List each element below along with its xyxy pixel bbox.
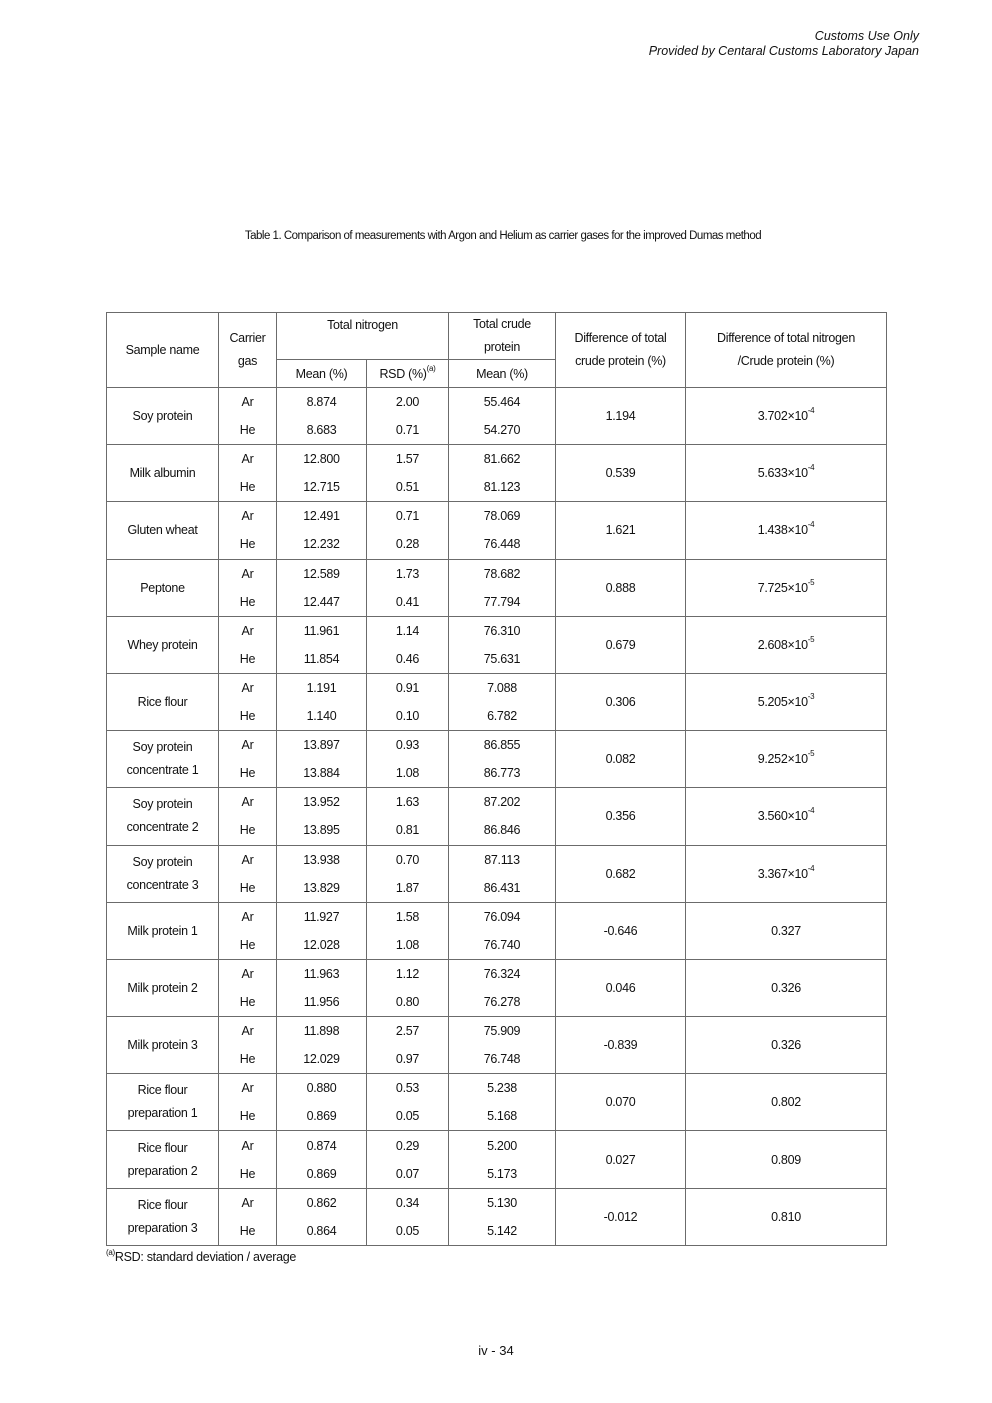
carrier-gas-cell: Ar He bbox=[219, 445, 277, 502]
nitrogen-mean-cell: 1.191 1.140 bbox=[277, 673, 367, 730]
diff-crude-protein-cell: -0.646 bbox=[556, 902, 686, 959]
sample-name-cell: Milk protein 2 bbox=[107, 959, 219, 1016]
rsd-cell: 1.63 0.81 bbox=[367, 788, 449, 845]
header-total-nitrogen: Total nitrogen bbox=[277, 313, 449, 360]
diff-nitrogen-cell: 0.326 bbox=[686, 959, 887, 1016]
carrier-gas-cell: Ar He bbox=[219, 388, 277, 445]
carrier-gas-cell: Ar He bbox=[219, 502, 277, 559]
diff-crude-protein-cell: -0.839 bbox=[556, 1017, 686, 1074]
carrier-gas-cell: Ar He bbox=[219, 673, 277, 730]
table-row bbox=[107, 902, 887, 959]
nitrogen-mean-cell: 11.961 11.854 bbox=[277, 616, 367, 673]
nitrogen-mean-cell: 0.874 0.869 bbox=[277, 1131, 367, 1188]
header-total-crude-protein: Total crude protein bbox=[449, 313, 556, 360]
table-row bbox=[107, 788, 887, 845]
carrier-gas-cell: Ar He bbox=[219, 1131, 277, 1188]
diff-nitrogen-cell: $5.205\times 10^{-3}$ bbox=[686, 673, 887, 730]
diff-crude-protein-cell: 0.356 bbox=[556, 788, 686, 845]
diff-nitrogen-cell: $2.608\times 10^{-5}$ bbox=[686, 616, 887, 673]
table-row bbox=[107, 673, 887, 730]
rsd-cell: 2.00 0.71 bbox=[367, 388, 449, 445]
table-row bbox=[107, 388, 887, 445]
diff-nitrogen-cell: $7.725\times 10^{-5}$ bbox=[686, 559, 887, 616]
header-provided-by: Provided by Centaral Customs Laboratory Japan bbox=[648, 44, 919, 58]
table-row bbox=[107, 1074, 887, 1131]
table-row bbox=[107, 502, 887, 559]
crude-protein-mean-cell: 87.202 86.846 bbox=[449, 788, 556, 845]
diff-nitrogen-cell: 0.810 bbox=[686, 1188, 887, 1245]
crude-protein-mean-cell: 81.662 81.123 bbox=[449, 445, 556, 502]
crude-protein-mean-cell: 78.682 77.794 bbox=[449, 559, 556, 616]
carrier-gas-cell: Ar He bbox=[219, 959, 277, 1016]
diff-nitrogen-cell: 0.809 bbox=[686, 1131, 887, 1188]
sample-name-cell: Milk protein 3 bbox=[107, 1017, 219, 1074]
sample-name-cell: Milk albumin bbox=[107, 445, 219, 502]
rsd-cell: 0.93 1.08 bbox=[367, 731, 449, 788]
rsd-cell: 2.57 0.97 bbox=[367, 1017, 449, 1074]
crude-protein-mean-cell: 76.310 75.631 bbox=[449, 616, 556, 673]
carrier-gas-cell: Ar He bbox=[219, 559, 277, 616]
rsd-cell: 1.58 1.08 bbox=[367, 902, 449, 959]
diff-crude-protein-cell: 0.070 bbox=[556, 1074, 686, 1131]
rsd-cell: 0.34 0.05 bbox=[367, 1188, 449, 1245]
sample-name-cell: Soy protein bbox=[107, 388, 219, 445]
rsd-cell: 1.57 0.51 bbox=[367, 445, 449, 502]
sample-name-cell: Soy protein concentrate 1 bbox=[107, 731, 219, 788]
header-mean-nitrogen: Mean (%) bbox=[277, 360, 367, 388]
nitrogen-mean-cell: 12.589 12.447 bbox=[277, 559, 367, 616]
table-row bbox=[107, 445, 887, 502]
rsd-cell: 0.91 0.10 bbox=[367, 673, 449, 730]
diff-crude-protein-cell: 0.046 bbox=[556, 959, 686, 1016]
diff-crude-protein-cell: 0.306 bbox=[556, 673, 686, 730]
footnote: $^{(a)}$RSD: standard deviation / average bbox=[106, 1248, 297, 1264]
diff-nitrogen-cell: 0.327 bbox=[686, 902, 887, 959]
nitrogen-mean-cell: 11.898 12.029 bbox=[277, 1017, 367, 1074]
rsd-cell: 1.14 0.46 bbox=[367, 616, 449, 673]
rsd-cell: 0.70 1.87 bbox=[367, 845, 449, 902]
sample-name-cell: Rice flour preparation 1 bbox=[107, 1074, 219, 1131]
sample-name-cell: Rice flour preparation 2 bbox=[107, 1131, 219, 1188]
sample-name-cell: Milk protein 1 bbox=[107, 902, 219, 959]
page-number: iv - 34 bbox=[478, 1343, 514, 1358]
header-diff-crude-protein: Difference of total crude protein (%) bbox=[556, 313, 686, 388]
nitrogen-mean-cell: 11.963 11.956 bbox=[277, 959, 367, 1016]
crude-protein-mean-cell: 5.238 5.168 bbox=[449, 1074, 556, 1131]
carrier-gas-cell: Ar He bbox=[219, 731, 277, 788]
rsd-cell: 1.12 0.80 bbox=[367, 959, 449, 1016]
carrier-gas-cell: Ar He bbox=[219, 845, 277, 902]
table-row bbox=[107, 1131, 887, 1188]
diff-nitrogen-cell: 0.802 bbox=[686, 1074, 887, 1131]
header-sample-name: Sample name bbox=[107, 313, 219, 388]
sample-name-cell: Peptone bbox=[107, 559, 219, 616]
sample-name-cell: Rice flour bbox=[107, 673, 219, 730]
carrier-gas-cell: Ar He bbox=[219, 616, 277, 673]
crude-protein-mean-cell: 78.069 76.448 bbox=[449, 502, 556, 559]
table-row bbox=[107, 845, 887, 902]
diff-nitrogen-cell: $3.560\times 10^{-4}$ bbox=[686, 788, 887, 845]
nitrogen-mean-cell: 0.862 0.864 bbox=[277, 1188, 367, 1245]
table-row bbox=[107, 959, 887, 1016]
diff-crude-protein-cell: 1.194 bbox=[556, 388, 686, 445]
crude-protein-mean-cell: 86.855 86.773 bbox=[449, 731, 556, 788]
diff-crude-protein-cell: 1.621 bbox=[556, 502, 686, 559]
nitrogen-mean-cell: 13.897 13.884 bbox=[277, 731, 367, 788]
sample-name-cell: Soy protein concentrate 2 bbox=[107, 788, 219, 845]
diff-nitrogen-cell: $3.367\times 10^{-4}$ bbox=[686, 845, 887, 902]
table-row bbox=[107, 616, 887, 673]
crude-protein-mean-cell: 75.909 76.748 bbox=[449, 1017, 556, 1074]
crude-protein-mean-cell: 5.200 5.173 bbox=[449, 1131, 556, 1188]
table-caption: Table 1. Comparison of measurements with Argon and Helium as carrier gases for the improved Dumas method bbox=[244, 230, 762, 242]
crude-protein-mean-cell: 87.113 86.431 bbox=[449, 845, 556, 902]
carrier-gas-cell: Ar He bbox=[219, 1074, 277, 1131]
sample-name-cell: Gluten wheat bbox=[107, 502, 219, 559]
carrier-gas-cell: Ar He bbox=[219, 788, 277, 845]
crude-protein-mean-cell: 76.094 76.740 bbox=[449, 902, 556, 959]
header-mean-crude-protein: Mean (%) bbox=[449, 360, 556, 388]
carrier-gas-cell: Ar He bbox=[219, 1017, 277, 1074]
carrier-gas-cell: Ar He bbox=[219, 1188, 277, 1245]
sample-name-cell: Soy protein concentrate 3 bbox=[107, 845, 219, 902]
nitrogen-mean-cell: 13.952 13.895 bbox=[277, 788, 367, 845]
table-row bbox=[107, 731, 887, 788]
crude-protein-mean-cell: 76.324 76.278 bbox=[449, 959, 556, 1016]
diff-nitrogen-cell: 0.326 bbox=[686, 1017, 887, 1074]
nitrogen-mean-cell: 11.927 12.028 bbox=[277, 902, 367, 959]
nitrogen-mean-cell: 13.938 13.829 bbox=[277, 845, 367, 902]
table-row bbox=[107, 1017, 887, 1074]
diff-crude-protein-cell: 0.888 bbox=[556, 559, 686, 616]
nitrogen-mean-cell: 12.491 12.232 bbox=[277, 502, 367, 559]
crude-protein-mean-cell: 55.464 54.270 bbox=[449, 388, 556, 445]
rsd-cell: 1.73 0.41 bbox=[367, 559, 449, 616]
diff-crude-protein-cell: 0.682 bbox=[556, 845, 686, 902]
rsd-cell: 0.53 0.05 bbox=[367, 1074, 449, 1131]
header-customs-use-only: Customs Use Only bbox=[814, 29, 919, 43]
rsd-cell: 0.71 0.28 bbox=[367, 502, 449, 559]
table-row bbox=[107, 559, 887, 616]
diff-crude-protein-cell: 0.539 bbox=[556, 445, 686, 502]
diff-nitrogen-cell: $5.633\times 10^{-4}$ bbox=[686, 445, 887, 502]
results-table bbox=[106, 312, 887, 1246]
diff-nitrogen-cell: $3.702\times 10^{-4}$ bbox=[686, 388, 887, 445]
diff-crude-protein-cell: -0.012 bbox=[556, 1188, 686, 1245]
diff-crude-protein-cell: 0.027 bbox=[556, 1131, 686, 1188]
header-rsd: RSD (%)$^{(a)}$ bbox=[367, 360, 449, 388]
crude-protein-mean-cell: 7.088 6.782 bbox=[449, 673, 556, 730]
crude-protein-mean-cell: 5.130 5.142 bbox=[449, 1188, 556, 1245]
diff-crude-protein-cell: 0.679 bbox=[556, 616, 686, 673]
nitrogen-mean-cell: 8.874 8.683 bbox=[277, 388, 367, 445]
header-diff-nitrogen: Difference of total nitrogen /Crude protein (%) bbox=[686, 313, 887, 388]
sample-name-cell: Rice flour preparation 3 bbox=[107, 1188, 219, 1245]
sample-name-cell: Whey protein bbox=[107, 616, 219, 673]
table-row bbox=[107, 1188, 887, 1245]
nitrogen-mean-cell: 0.880 0.869 bbox=[277, 1074, 367, 1131]
diff-nitrogen-cell: $9.252\times 10^{-5}$ bbox=[686, 731, 887, 788]
rsd-cell: 0.29 0.07 bbox=[367, 1131, 449, 1188]
nitrogen-mean-cell: 12.800 12.715 bbox=[277, 445, 367, 502]
header-carrier-gas: Carrier gas bbox=[219, 313, 277, 388]
diff-crude-protein-cell: 0.082 bbox=[556, 731, 686, 788]
carrier-gas-cell: Ar He bbox=[219, 902, 277, 959]
diff-nitrogen-cell: $1.438\times 10^{-4}$ bbox=[686, 502, 887, 559]
